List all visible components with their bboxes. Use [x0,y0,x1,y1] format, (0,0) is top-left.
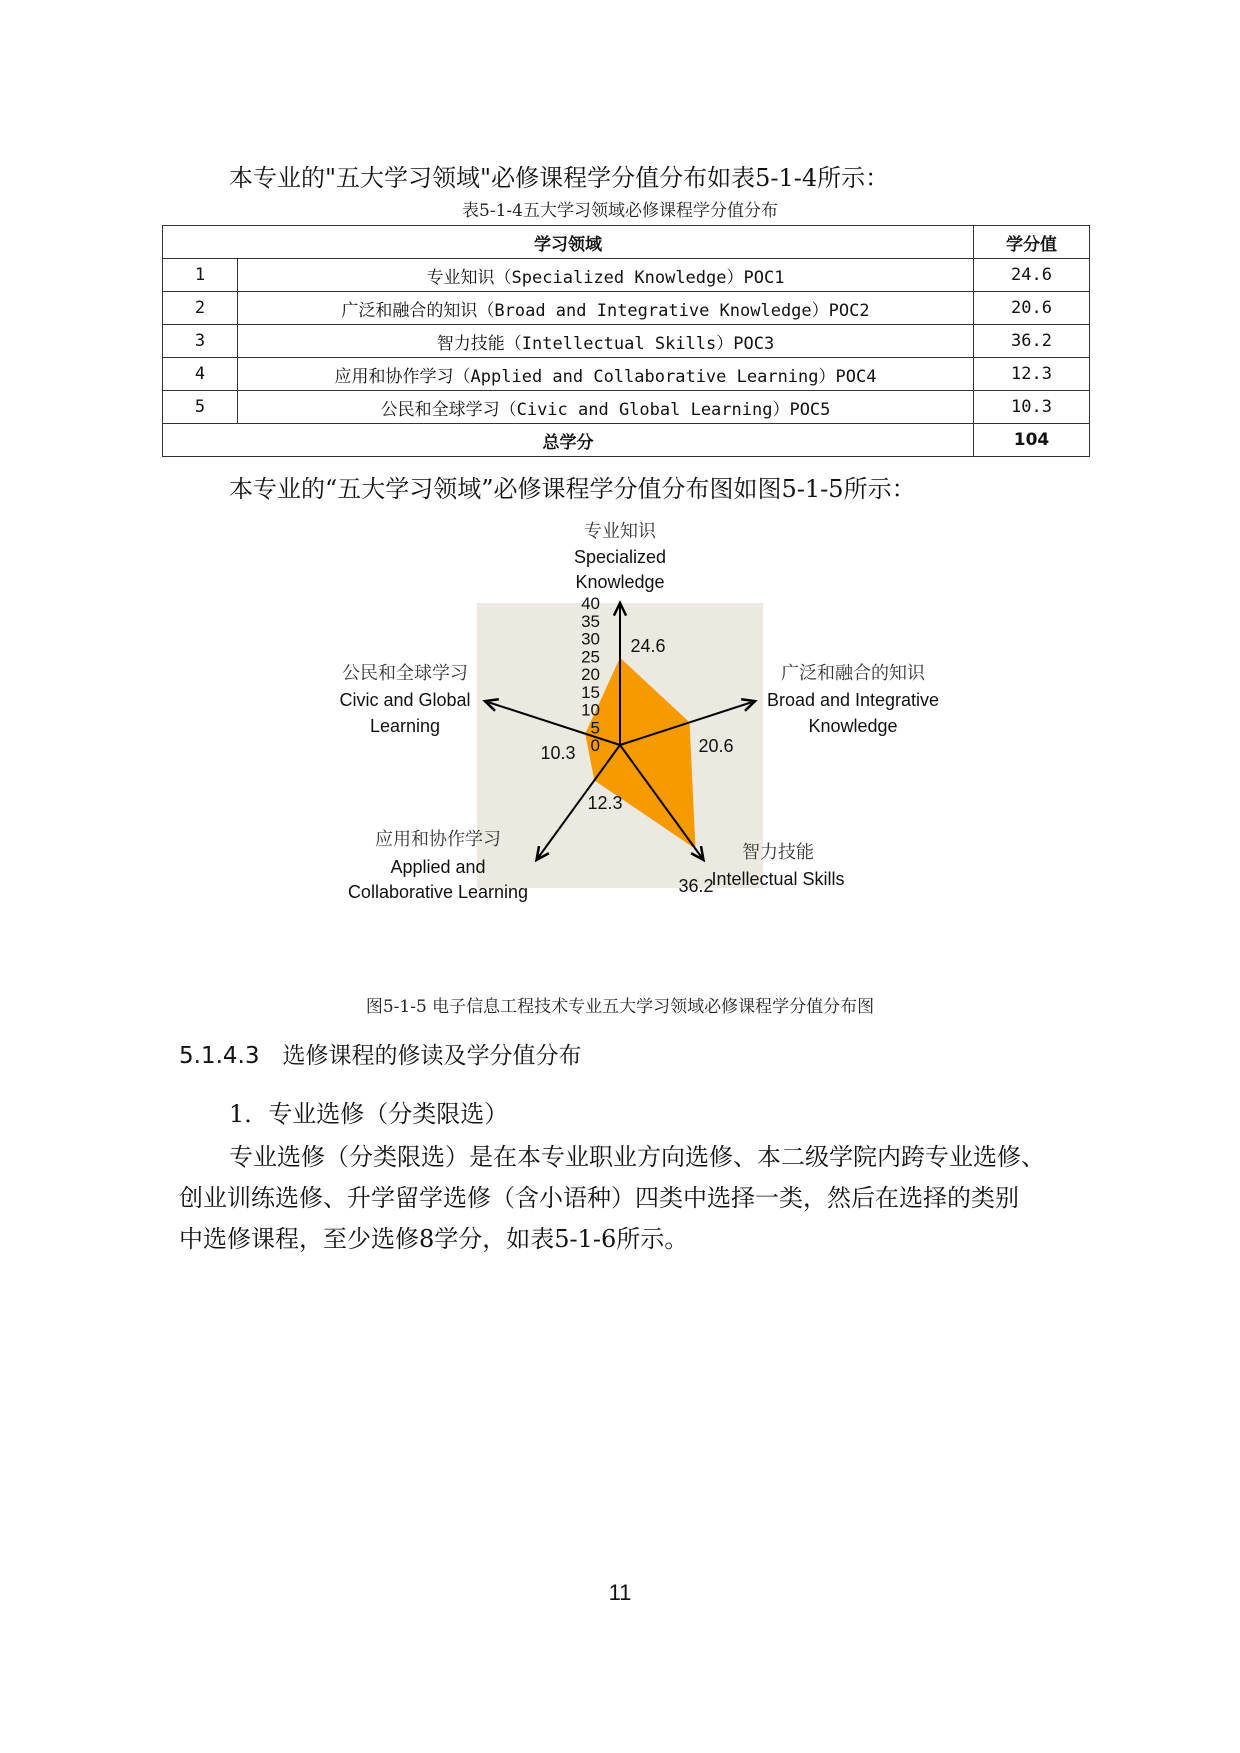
total-value: 104 [974,424,1090,457]
axis-label-zh: 广泛和融合的知识 [781,663,925,683]
axis-label-en: Applied and [390,857,486,877]
row-credits: 10.3 [974,391,1090,424]
tick-label: 15 [581,682,600,702]
figure-caption: 图5-1-5 电子信息工程技术专业五大学习领域必修课程学分值分布图 [365,997,875,1017]
tick-label: 30 [581,629,600,649]
tick-label: 35 [581,611,600,631]
section-heading: 5.1.4.3 选修课程的修读及学分值分布 [179,1043,582,1069]
chart-intro: 本专业的“五大学习领域”必修课程学分值分布图如图5-1-5所示： [229,475,916,503]
row-credits: 12.3 [974,358,1090,391]
row-domain: 应用和协作学习（Applied and Collaborative Learning）POC4 [238,358,974,391]
table-row [163,292,1090,325]
axis-label-en: Knowledge [575,572,665,592]
data-label: 20.6 [698,736,734,756]
tick-label: 10 [581,700,600,720]
table-row [163,391,1090,424]
data-label: 24.6 [630,636,666,656]
row-credits: 36.2 [974,325,1090,358]
axis-label-en: Collaborative Learning [347,882,529,902]
row-number: 3 [163,325,238,358]
table-caption: 表5-1-4五大学习领域必修课程学分值分布 [462,201,778,221]
row-domain: 专业知识（Specialized Knowledge）POC1 [238,259,974,292]
total-label: 总学分 [163,424,974,457]
subheading: 1．专业选修（分类限选） [229,1100,509,1128]
axis-label-zh: 公民和全球学习 [342,663,468,683]
tick-label: 5 [590,718,600,738]
body-line: 中选修课程，至少选修8学分，如表5-1-6所示。 [179,1225,689,1253]
body-line: 创业训练选修、升学留学选修（含小语种）四类中选择一类，然后在选择的类别 [179,1184,1019,1212]
row-domain: 公民和全球学习（Civic and Global Learning）POC5 [238,391,974,424]
tick-label: 20 [581,665,600,684]
tick-label: 40 [581,594,600,613]
row-domain: 广泛和融合的知识（Broad and Integrative Knowledge）POC2 [238,292,974,325]
data-label: 12.3 [587,793,623,813]
data-label: 36.2 [678,876,714,896]
row-credits: 24.6 [974,259,1090,292]
row-number: 5 [163,391,238,424]
tick-label: 0 [590,736,600,755]
axis-label-en: Civic and Global [339,690,471,710]
body-line: 专业选修（分类限选）是在本专业职业方向选修、本二级学院内跨专业选修、 [229,1143,1045,1171]
row-credits: 20.6 [974,292,1090,325]
axis-label-en: Broad and Integrative [766,690,940,710]
axis-label-zh: 专业知识 [584,521,656,541]
table-header-row [163,226,1090,259]
radar-chart [0,500,1240,1000]
axis-label-zh: 应用和协作学习 [375,829,501,849]
intro-paragraph: 本专业的"五大学习领域"必修课程学分值分布如表5-1-4所示： [229,164,890,192]
axis-label-en: Specialized [573,547,667,567]
header-credits: 学分值 [974,226,1090,259]
row-number: 2 [163,292,238,325]
table-total-row [163,424,1090,457]
row-number: 4 [163,358,238,391]
row-domain: 智力技能（Intellectual Skills）POC3 [238,325,974,358]
table-row [163,358,1090,391]
table-row [163,259,1090,292]
credits-table [162,225,1090,457]
axis-label-en: Learning [369,716,441,736]
tick-label: 25 [581,647,600,667]
axis-label-en: Intellectual Skills [711,869,845,889]
page-number: 11 [608,1580,632,1605]
header-domain: 学习领域 [163,226,974,259]
row-number: 1 [163,259,238,292]
axis-label-en: Knowledge [808,716,898,736]
data-label: 10.3 [540,743,576,763]
axis-label-zh: 智力技能 [742,842,814,862]
table-row [163,325,1090,358]
